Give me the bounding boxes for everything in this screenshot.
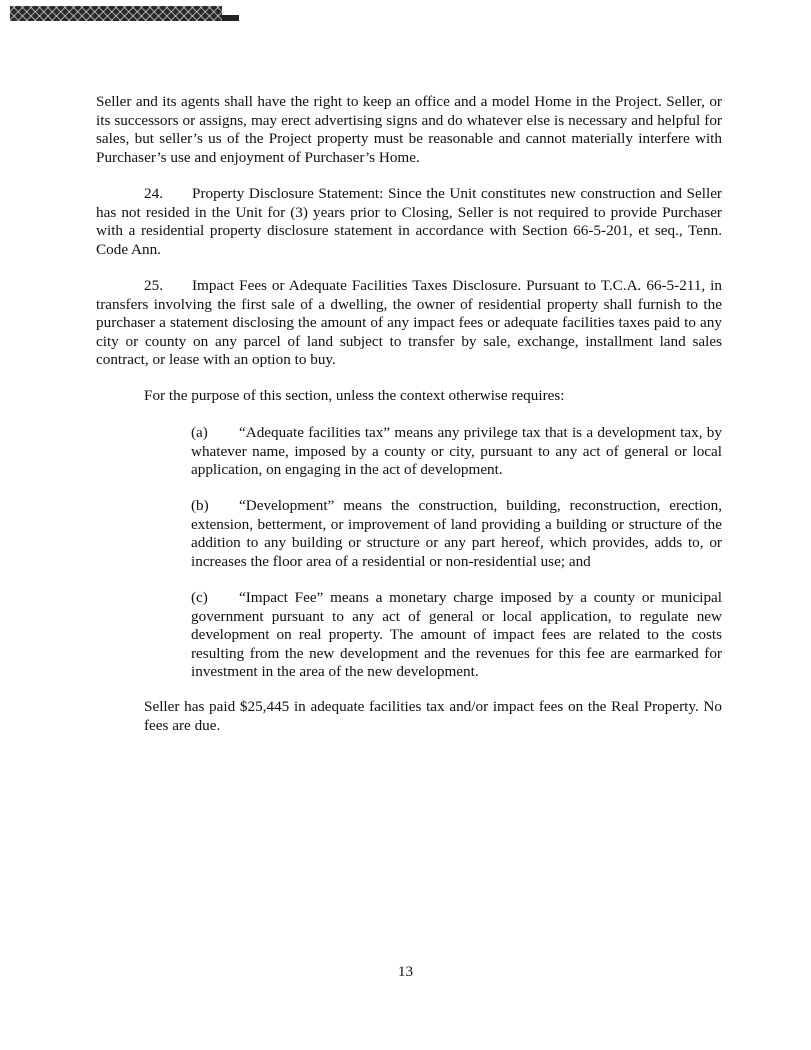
definition-b (191, 497, 722, 571)
definition-b-label: (b) (191, 497, 209, 514)
closing-paragraph: Seller has paid $25,445 in adequate facilities tax and/or impact fees on the Real Property. No fees are due. (144, 698, 722, 734)
definition-c-text: “Impact Fee” means a monetary charge imposed by a county or municipal government pursuant to any act of general or local application, to regulate new development on real property. The amount of impact fees are related to the costs resulting from the new development and the revenues for this fee are earmarked for investment in the area of the new development. (191, 589, 722, 681)
definition-a-label: (a) (191, 424, 208, 441)
section-24-number: 24. (144, 185, 163, 202)
section-24-paragraph (96, 185, 722, 259)
definition-c (191, 589, 722, 682)
definition-c-label: (c) (191, 589, 208, 606)
purpose-paragraph: For the purpose of this section, unless the context otherwise requires: (144, 387, 565, 404)
redaction-block (10, 6, 222, 21)
redaction-block-tail (222, 15, 239, 21)
section-25-text: Impact Fees or Adequate Facilities Taxes Disclosure. Pursuant to T.C.A. 66-5-211, in transfers involving the first sale of a dwelling, the owner of residential property shall furnish to the purchaser a statement disclosing the amount of any impact fees or adequate facilities taxes paid to any city or county on any parcel of land subject to transfer by sale, exchange, installment land sales contract, or lease with an option to buy. (96, 277, 722, 369)
page-number: 13 (397, 963, 414, 980)
intro-paragraph: Seller and its agents shall have the right to keep an office and a model Home in the Project. Seller, or its successors or assigns, may erect advertising signs and do whatever else is necessary and helpful for sales, but seller’s us of the Project property must be reasonable and cannot materially interfere with Purchaser’s use and enjoyment of Purchaser’s Home. (96, 93, 722, 166)
section-25-paragraph (96, 277, 722, 370)
section-24-text: Property Disclosure Statement: Since the Unit constitutes new construction and Seller has not resided in the Unit for (3) years prior to Closing, Seller is not required to provide Purchaser with a residential property disclosure statement in accordance with Section 66-5-201, et seq., Tenn. Code Ann. (96, 185, 722, 258)
definition-b-text: “Development” means the construction, building, reconstruction, erection, extension, betterment, or improvement of land providing a building or structure of the addition to any building or structure or any part hereof, which provides, adds to, or increases the floor area of a residential or non-residential use; and (191, 497, 722, 570)
definition-a (191, 424, 722, 480)
definition-a-text: “Adequate facilities tax” means any privilege tax that is a development tax, by whatever name, imposed by a county or city, pursuant to any act of general or local application, on engaging in the act of development. (191, 424, 722, 479)
section-25-number: 25. (144, 277, 163, 294)
